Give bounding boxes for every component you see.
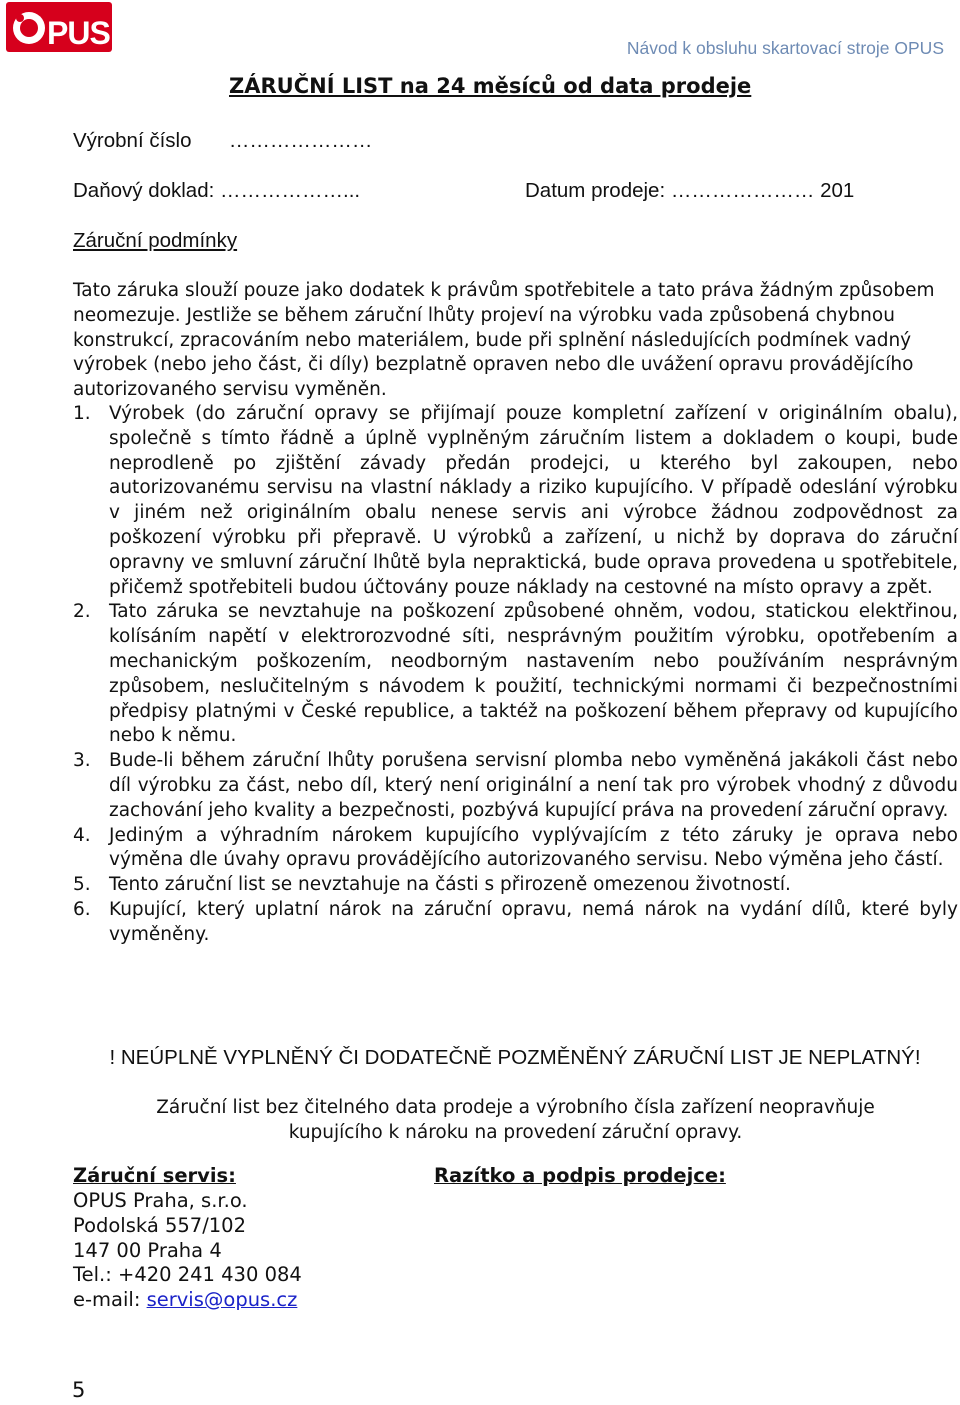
condition-number: 1. (73, 403, 91, 424)
condition-number: 5. (73, 874, 91, 896)
condition-number: 6. (73, 898, 91, 920)
serial-number-field: ………………… (228, 129, 373, 152)
condition-text: Tento záruční list se nevztahuje na části s přirozeně omezenou životností. (109, 874, 791, 896)
condition-number: 2. (73, 601, 91, 623)
service-address (73, 1189, 302, 1313)
service-heading: Záruční servis: (73, 1164, 236, 1187)
conditions-list (73, 402, 958, 948)
opus-logo (6, 2, 112, 52)
condition-text: Tato záruka se nevztahuje na poškození způsobené ohněm, vodou, statickou elektřinou, kolísáním napětí v elektrorozvodné síti, nesprávným použitím výrobku, opotřebením a mechanickým poškozením, neodborným nastavením nebo používáním nesprávným způsobem, neslučitelným s návodem k použití, technickými normami či bezpečnostními předpisy platnými v České republice, a taktéž na poškození během přepravy od kupujícího nebo k němu. (109, 601, 958, 747)
serial-number-label: Výrobní číslo (73, 129, 192, 152)
condition-text: Výrobek (do záruční opravy se přijímají pouze kompletní zařízení v originálním obalu), společně s tímto řádně a úplně vyplněným záručním listem a dokladem o koupi, bude neprodleně po zjištění závady předán prodejci, u kterého byl zakoupen, nebo autorizovanému servisu na vlastní náklady a riziko kupujícího. V případě odeslání výrobku v jiném než originálním obalu nenese servis ani výrobce žádnou zodpovědnost za poškození výrobku při přepravě. U výrobků a zařízení, u nichž by doprava do záruční opravny ve smluvní záruční lhůtě byla nepraktická, bude oprava provedena u spotřebitele, přičemž spotřebiteli budou účtovány pouze náklady na cestovné na místo opravy a zpět. (109, 403, 958, 598)
intro-text: Tato záruka slouží pouze jako dodatek k právům spotřebitele a tato práva žádným způsobem neomezuje. Jestliže se během záruční lhůty projeví na výrobku vada způsobená chybnou konstrukcí, zpracováním nebo materiálem, bude při splnění následujících podmínek vadný výrobek (nebo jeho část, či díly) bezplatně opraven nebo dle uvážení opravu provádějícího autorizovaného servisu vyměněn. (73, 280, 935, 401)
condition-item (73, 402, 958, 600)
validity-note-line: Záruční list bez čitelného data prodeje a výrobního čísla zařízení neopravňuje (156, 1097, 875, 1118)
sale-date-label: Datum prodeje: (525, 179, 666, 202)
svg-text:PUS: PUS (47, 15, 110, 51)
service-street: Podolská 557/102 (73, 1213, 246, 1237)
invoice-row (73, 178, 360, 203)
page-title: ZÁRUČNÍ LIST na 24 měsíců od data prodeje (229, 74, 752, 98)
conditions-heading: Záruční podmínky (73, 229, 238, 252)
condition-item (73, 600, 958, 749)
sale-date-field: ………………… (670, 179, 815, 202)
invoice-label: Daňový doklad: (73, 179, 215, 202)
condition-number: 3. (73, 750, 91, 772)
service-phone: Tel.: +420 241 430 084 (73, 1263, 302, 1287)
condition-text: Kupující, který uplatní nárok na záruční opravu, nemá nárok na vydání dílů, které byly vyměněny. (109, 898, 958, 945)
condition-item (73, 898, 958, 948)
condition-item (73, 824, 958, 874)
serial-number-row (73, 128, 372, 153)
service-city: 147 00 Praha 4 (73, 1238, 222, 1262)
condition-number: 4. (73, 824, 91, 846)
validity-note-line: kupujícího k nároku na provedení záruční opravy. (288, 1122, 743, 1143)
document-header: Návod k obsluhu skartovací stroje OPUS (626, 38, 944, 58)
invalid-warning: ! NEÚPLNĚ VYPLNĚNÝ ČI DODATEČNĚ POZMĚNĚNÝ ZÁRUČNÍ LIST JE NEPLATNÝ! (109, 1046, 921, 1069)
invoice-field: ………………... (220, 179, 361, 202)
page-number: 5 (72, 1378, 86, 1402)
service-company: OPUS Praha, s.r.o. (73, 1189, 248, 1212)
condition-text: Bude-li během záruční lhůty porušena servisní plomba nebo vyměněná jakákoli část nebo díl výrobku za část, nebo díl, který není originální a není tak pro výrobek vhodný z důvodu zachování jeho kvality a bezpečnosti, pozbývá kupující práva na provedení záruční opravy. (109, 750, 958, 821)
stamp-heading: Razítko a podpis prodejce: (434, 1164, 726, 1187)
email-label: e-mail: (73, 1288, 141, 1312)
validity-note (73, 1095, 958, 1145)
condition-item (73, 873, 958, 898)
condition-item (73, 749, 958, 823)
sale-date-year: 201 (820, 179, 855, 202)
condition-text: Jediným a výhradním nárokem kupujícího vyplývajícím z této záruky je oprava nebo výměna dle úvahy opravu provádějícího autorizovaného servisu. Nebo výměna jeho částí. (109, 824, 958, 871)
sale-date-row (525, 178, 854, 203)
service-email-row (73, 1288, 302, 1313)
intro-paragraph (73, 279, 943, 403)
service-email-link[interactable]: servis@opus.cz (146, 1288, 298, 1312)
